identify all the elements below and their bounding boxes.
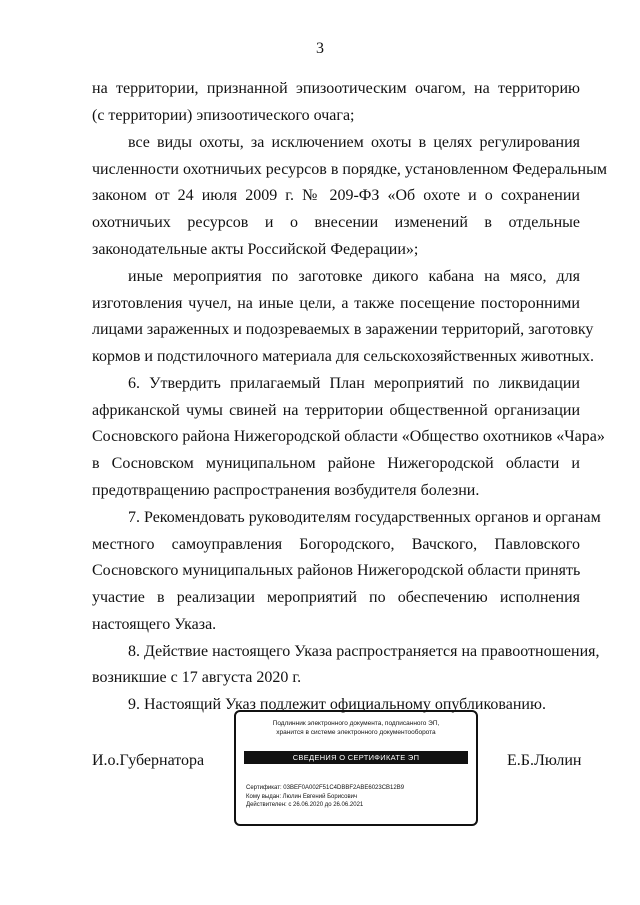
text-line: местного самоуправления Богородского, Вачского, Павловского <box>92 536 580 553</box>
certificate-owner: Кому выдан: Люлин Евгений Борисович <box>246 793 358 800</box>
certificate-validity: Действителен: с 26.06.2020 до 26.06.2021 <box>246 802 364 808</box>
electronic-signature-stamp <box>234 710 478 826</box>
text-line: африканской чумы свиней на территории общественной организации <box>92 402 580 419</box>
text-line: возникшие с 17 августа 2020 г. <box>92 669 302 686</box>
signatory-title: И.о.Губернатора <box>92 752 205 769</box>
text-line: 7. Рекомендовать руководителям государственных органов и органам <box>128 509 601 526</box>
signatory-name: Е.Б.Люлин <box>507 752 582 769</box>
text-line: предотвращению распространения возбудителя болезни. <box>92 482 480 499</box>
text-line: 8. Действие настоящего Указа распространяется на правоотношения, <box>128 643 600 660</box>
text-line: охотничьих ресурсов и о внесении изменений в отдельные <box>92 214 580 231</box>
stamp-header-line: Подлинник электронного документа, подписанного ЭП, <box>272 720 440 727</box>
text-line: участие в реализации мероприятий по обеспечению исполнения <box>92 589 580 606</box>
text-line: 6. Утвердить прилагаемый План мероприятий по ликвидации <box>128 375 580 392</box>
stamp-header <box>236 719 476 737</box>
text-line: Сосновского района Нижегородской области «Общество охотников «Чара» <box>92 428 605 445</box>
text-line: (с территории) эпизоотического очага; <box>92 107 355 124</box>
text-line: все виды охоты, за исключением охоты в целях регулирования <box>128 134 580 151</box>
text-line: кормов и подстилочного материала для сельскохозяйственных животных. <box>92 348 595 365</box>
certificate-number: Сертификат: 03BEF0A002F51C4DBBF2ABE6023CB12B9 <box>246 785 405 791</box>
text-line: лицами зараженных и подозреваемых в заражении территорий, заготовку <box>92 321 594 338</box>
text-line: законодательные акты Российской Федерации»; <box>92 241 419 258</box>
stamp-title-bar: СВЕДЕНИЯ О СЕРТИФИКАТЕ ЭП <box>244 751 468 764</box>
page-number: 3 <box>316 40 324 57</box>
text-line: изготовления чучел, на иные цели, а также посещение посторонними <box>92 295 580 312</box>
text-line: законом от 24 июля 2009 г. № 209-ФЗ «Об охоте и о сохранении <box>92 187 580 204</box>
text-line: численности охотничьих ресурсов в порядке, установленном Федеральным <box>92 161 607 178</box>
stamp-certificate-info <box>246 784 404 810</box>
stamp-header-line: хранится в системе электронного документооборота <box>276 729 436 736</box>
text-line: 9. Настоящий Указ подлежит официальному опубликованию. <box>128 696 546 713</box>
text-line: на территории, признанной эпизоотическим очагом, на территорию <box>92 80 580 97</box>
text-line: настоящего Указа. <box>92 616 217 633</box>
text-line: в Сосновском муниципальном районе Нижегородской области и <box>92 455 580 472</box>
text-line: иные мероприятия по заготовке дикого кабана на мясо, для <box>128 268 580 285</box>
text-line: Сосновского муниципальных районов Нижегородской области принять <box>92 562 581 579</box>
